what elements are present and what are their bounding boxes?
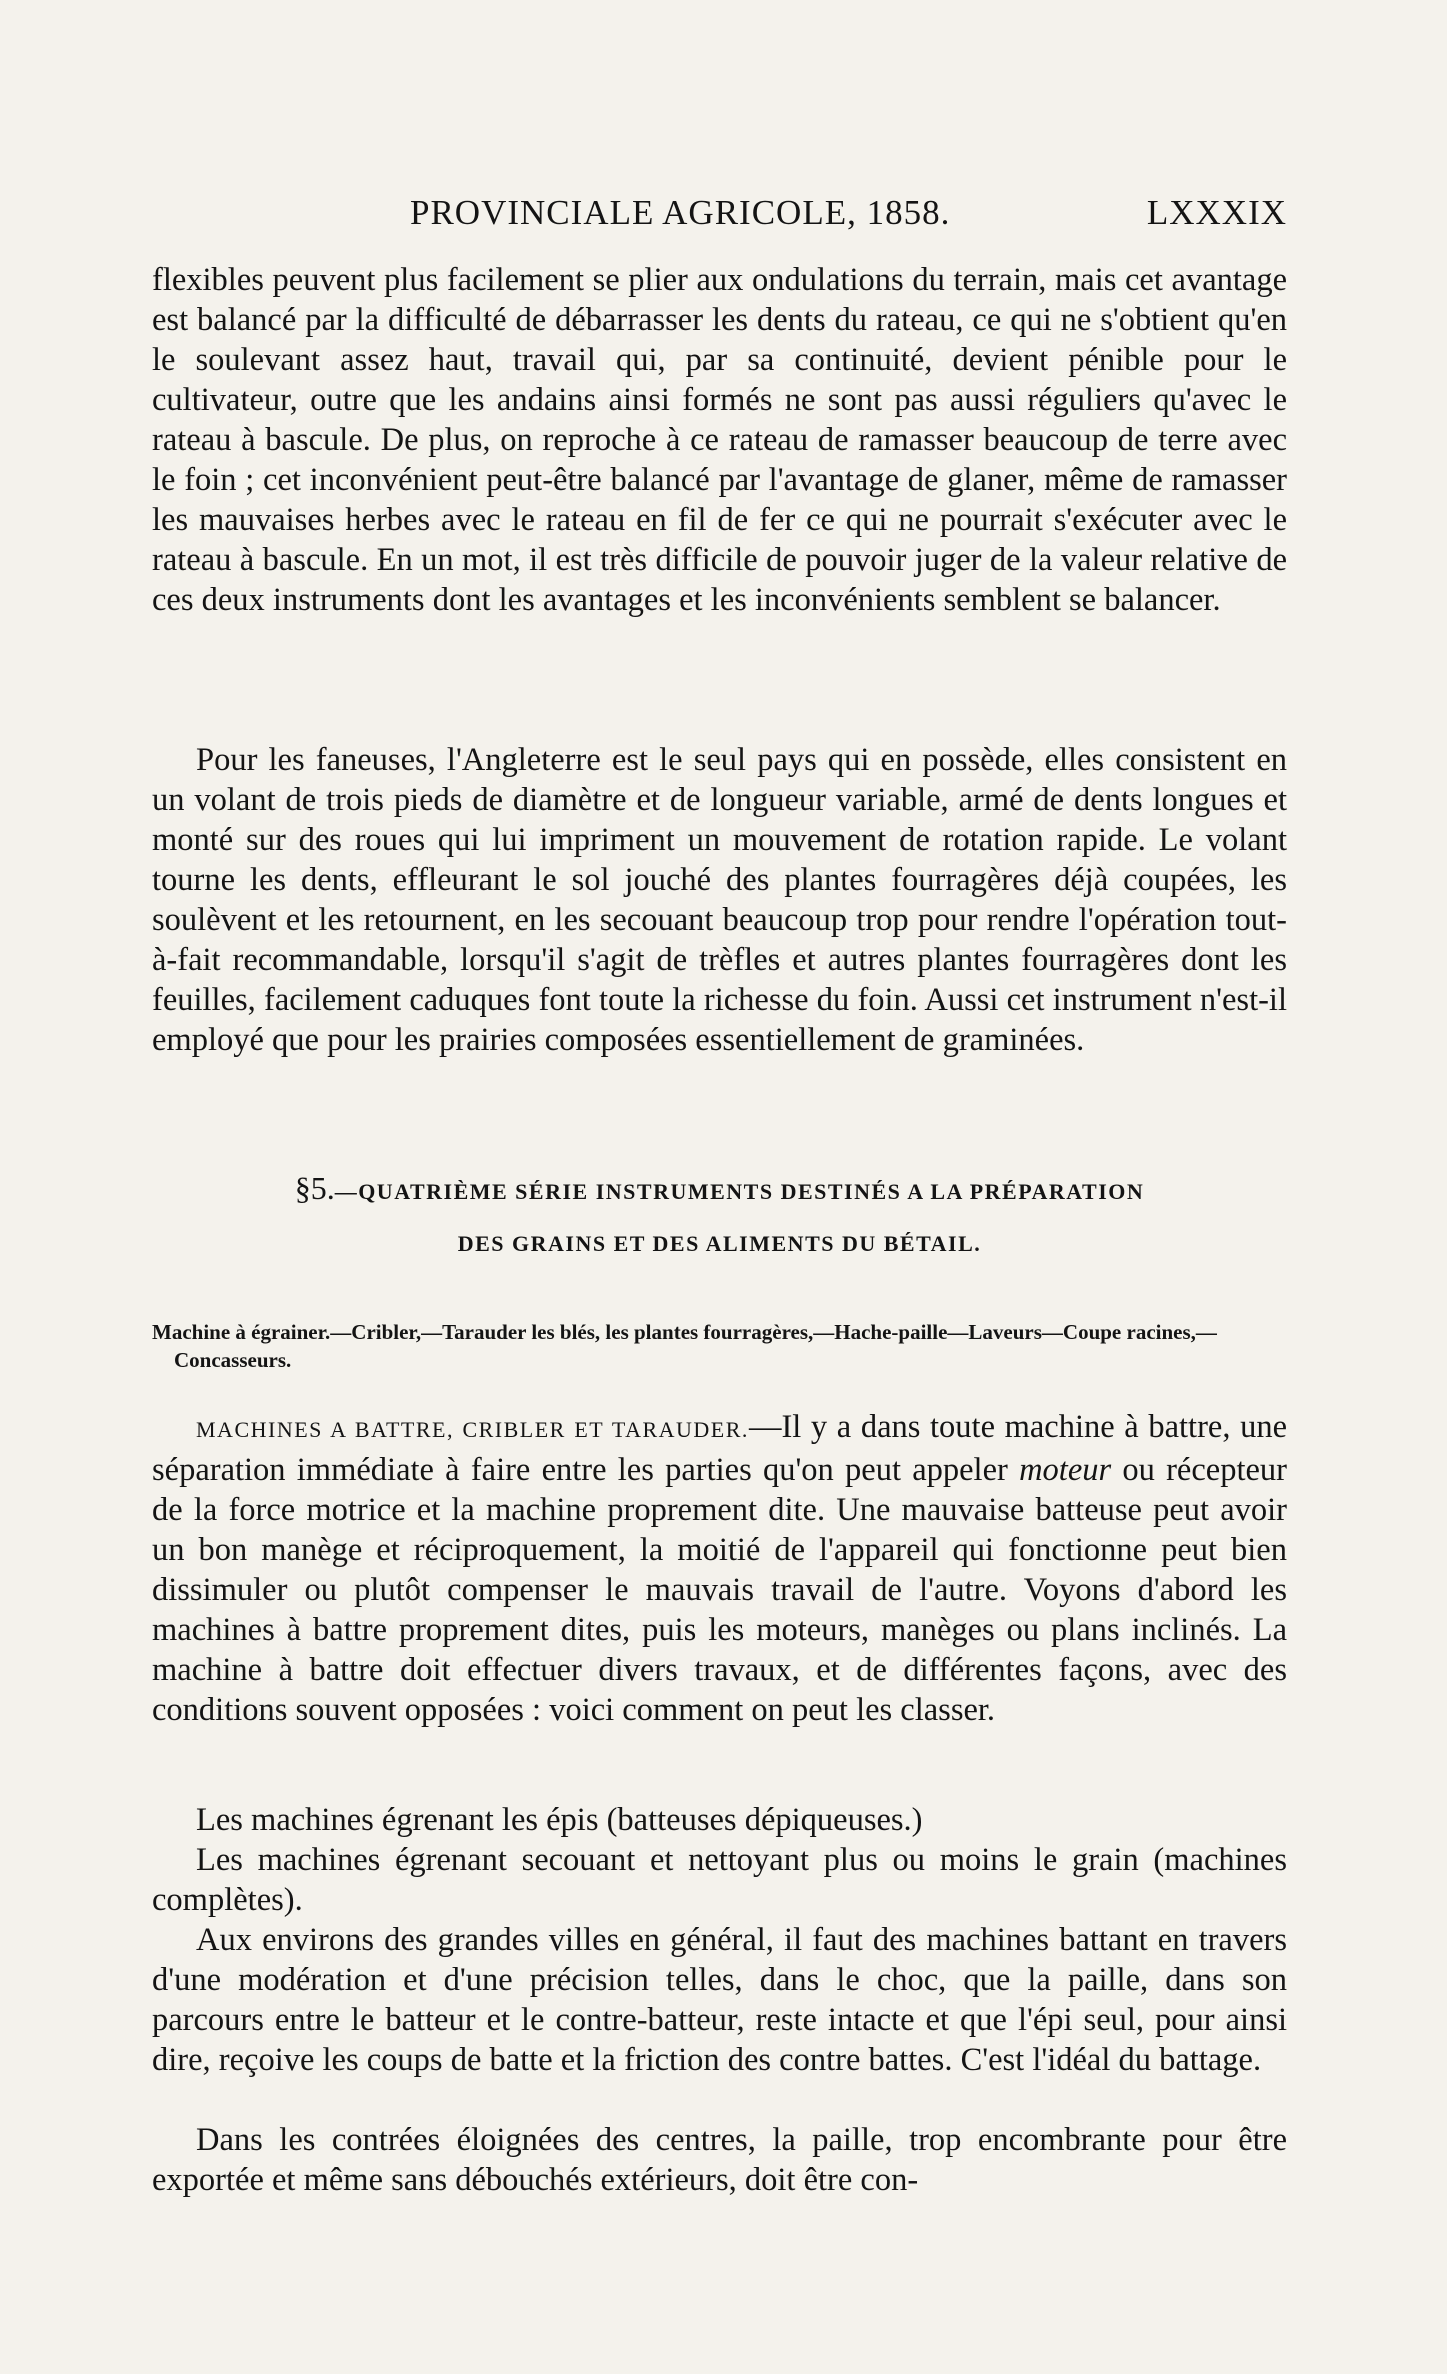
paragraph-machines-completes: Les machines égrenant secouant et nettoyant plus ou moins le grain (machines complètes). — [152, 1842, 1287, 1918]
italic-term: moteur — [1019, 1452, 1112, 1488]
paragraph-rateau: flexibles peuvent plus facilement se plier aux ondulations du terrain, mais cet avantage est balancé par la difficulté de débarrasser les dents du rateau, ce qui ne s'obtient qu'en le soulevant assez haut, travail qui, par sa continuité, devient pénible pour le cultivateur, outre que les andains ainsi formés ne sont pas aussi réguliers qu'avec le rateau à bascule. De plus, on reproche à ce rateau de ramasser beaucoup de terre avec le foin ; cet inconvénient peut-être balancé par l'avantage de glaner, même de ramasser les mauvaises herbes avec le rateau en fil de fer ce qui ne pourrait s'exécuter avec le rateau à bascule. En un mot, il est très difficile de pouvoir juger de la valeur relative de ces deux instruments dont les avantages et les inconvénients semblent se balancer. — [152, 262, 1287, 618]
section-title-line2: DES GRAINS ET DES ALIMENTS DU BÉTAIL. — [457, 1231, 982, 1256]
paragraph-machines-a-battre: MACHINES A BATTRE, CRIBLER ET TARAUDER.—Il y a dans toute machine à battre, une séparation immédiate à faire entre les parties qu'on peut appeler moteur ou récepteur de la force motrice et la machine proprement dite. Une mauvaise batteuse peut avoir un bon manège et réciproquement, la moitié de l'appareil qui fonctionne peut bien dissimuler ou plutôt compenser le mauvais travail de l'autre. Voyons d'abord les machines à battre proprement dites, puis les moteurs, manèges ou plans inclinés. La machine à battre doit effectuer divers travaux, et de différentes façons, avec des conditions souvent opposées : voici comment on peut les classer. — [152, 1409, 1287, 1728]
paragraph-grandes-villes: Aux environs des grandes villes en général, il faut des machines battant en travers d'une modération et d'une précision telles, dans le choc, que la paille, dans son parcours entre le batteur et le contre-batteur, reste intacte et que l'épi seul, pour ainsi dire, reçoive les coups de batte et la friction des contre battes. C'est l'idéal du battage. — [152, 1922, 1287, 2078]
paragraph-faneuses: Pour les faneuses, l'Angleterre est le seul pays qui en possède, elles consistent en un volant de trois pieds de diamètre et de longueur variable, armé de dents longues et monté sur des roues qui lui impriment un mouvement de rotation rapide. Le volant tourne les dents, effleurant le sol jouché des plantes fourragères déjà coupées, les soulèvent et les retournent, en les secouant beaucoup trop pour rendre l'opération tout-à-fait recommandable, lorsqu'il s'agit de trèfles et autres plantes fourragères dont les feuilles, facilement caduques font toute la richesse du foin. Aussi cet instrument n'est-il employé que pour les prairies composées essentiellement de graminées. — [152, 742, 1287, 1058]
section-number: §5. — [294, 1170, 335, 1206]
section-title-line1: §5.—QUATRIÈME SÉRIE INSTRUMENTS DESTINÉS A LA PRÉPARATION — [294, 1170, 1145, 1206]
paragraph-lead: MACHINES A BATTRE, CRIBLER ET TARAUDER. — [196, 1417, 749, 1442]
section-summary: Machine à égrainer.—Cribler,—Tarauder les blés, les plantes fourragères,—Hache-paille—Laveurs—Coupe racines,—Concasseurs. — [152, 1320, 1217, 1372]
page-header — [152, 193, 1287, 245]
paragraph-batteuses: Les machines égrenant les épis (batteuses dépiqueuses.) — [196, 1802, 923, 1838]
paragraph-contrees: Dans les contrées éloignées des centres, la paille, trop encombrante pour être exportée et même sans débouchés extérieurs, doit être con- — [152, 2122, 1287, 2198]
running-title: PROVINCIALE AGRICOLE, 1858. — [410, 193, 951, 232]
section-heading — [152, 1162, 1287, 1270]
page-number: LXXXIX — [1146, 193, 1287, 232]
